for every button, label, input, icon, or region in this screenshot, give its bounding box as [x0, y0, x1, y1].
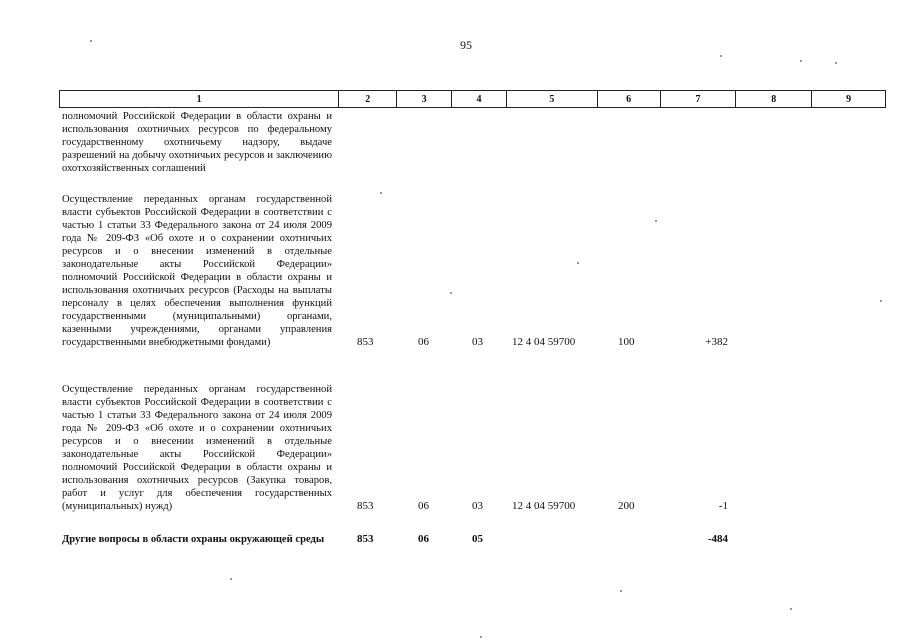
table-row — [62, 383, 882, 513]
header-col-7: 7 — [661, 91, 737, 107]
scan-speck — [835, 62, 837, 64]
row-section: 06 — [418, 336, 429, 348]
row-description: Осуществление переданных органам государственной власти субъектов Российской Федерации в соответствии с частью 1 статьи 33 Федерального закона от 24 июля 2009 года № 209-ФЗ «Об охоте и о сохранении охотничьих ресурсов и о внесении изменений в отдельные законодательные акты Российской Федерации» полномочий Российской Федерации в области охраны и использования охотничьих ресурсов (Расходы на выплаты персоналу в целях обеспечения выполнения функций государственными (муниципальными) органами, казенными учреждениями, органами управления государственными внебюджетными фондами) — [62, 194, 332, 348]
scan-speck — [480, 636, 482, 638]
row-description: Осуществление переданных органам государственной власти субъектов Российской Федерации в соответствии с частью 1 статьи 33 Федерального закона от 24 июля 2009 года № 209-ФЗ «Об охоте и о сохранении охотничьих ресурсов и о внесении изменений в отдельные законодательные акты Российской Федерации» полномочий Российской Федерации в области охраны и использования охотничьих ресурсов (Закупка товаров, работ и услуг для обеспечения государственных (муниципальных) нужд) — [62, 384, 332, 512]
header-col-1: 1 — [60, 91, 339, 107]
row-grbs: 853 — [357, 336, 374, 348]
table-row — [62, 533, 882, 546]
header-col-4: 4 — [452, 91, 507, 107]
row-expense-type: 200 — [618, 500, 635, 512]
row-grbs: 853 — [357, 533, 374, 545]
table-header — [59, 90, 886, 108]
row-amount: -1 — [718, 500, 728, 512]
row-expense-type: 100 — [618, 336, 635, 348]
table-row — [62, 193, 882, 349]
header-col-3: 3 — [397, 91, 452, 107]
scan-speck — [90, 40, 92, 42]
scan-speck — [720, 55, 722, 57]
scan-speck — [880, 300, 882, 302]
row-target-article: 12 4 04 59700 — [512, 500, 576, 512]
header-col-6: 6 — [598, 91, 661, 107]
scan-speck — [450, 292, 452, 294]
row-description: Другие вопросы в области охраны окружающей среды — [62, 534, 325, 545]
row-amount: +382 — [705, 336, 728, 348]
scan-speck — [230, 578, 232, 580]
table-row — [62, 110, 882, 175]
row-grbs: 853 — [357, 500, 374, 512]
row-section: 06 — [418, 533, 429, 545]
page-number: 95 — [460, 38, 472, 52]
header-col-5: 5 — [507, 91, 598, 107]
row-subsection: 03 — [472, 500, 483, 512]
row-subsection: 03 — [472, 336, 483, 348]
row-section: 06 — [418, 500, 429, 512]
header-col-8: 8 — [736, 91, 812, 107]
row-description: полномочий Российской Федерации в области охраны и использования охотничьих ресурсов по федеральному государственному охотничьему надзору, выдаче разрешений на добычу охотничьих ресурсов и заключению охотхозяйственных соглашений — [62, 111, 332, 174]
scan-speck — [800, 60, 802, 62]
row-subsection: 05 — [472, 533, 483, 545]
scan-speck — [790, 608, 792, 610]
row-amount: -484 — [707, 533, 728, 545]
scan-speck — [620, 590, 622, 592]
header-col-9: 9 — [846, 93, 852, 105]
scan-speck — [380, 192, 382, 194]
row-target-article: 12 4 04 59700 — [512, 336, 576, 348]
header-col-2: 2 — [339, 91, 397, 107]
scan-speck — [577, 262, 579, 264]
scan-speck — [655, 220, 657, 222]
